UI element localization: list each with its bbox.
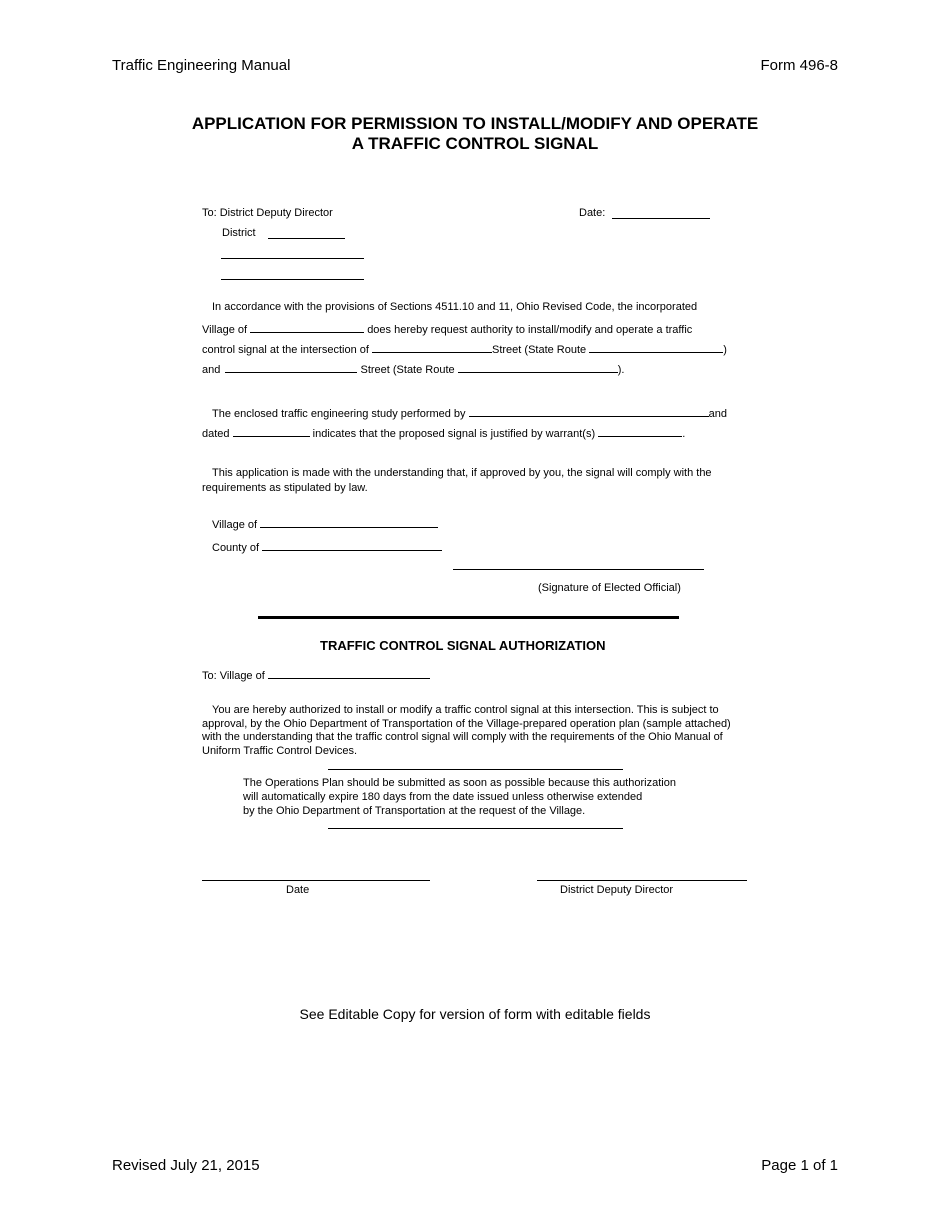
- period: .: [682, 428, 686, 440]
- warrant-field[interactable]: [598, 425, 682, 437]
- signer-village-field[interactable]: [260, 516, 438, 528]
- and-label: and: [202, 364, 221, 376]
- authorization-text-4: Uniform Traffic Control Devices.: [202, 745, 358, 757]
- and-label-2: and: [708, 408, 727, 420]
- end-paren: ).: [617, 364, 625, 376]
- manual-name: Traffic Engineering Manual: [112, 57, 291, 74]
- street-1-field[interactable]: [372, 341, 492, 353]
- director-signature-field[interactable]: [537, 880, 747, 881]
- form-number: Form 496-8: [760, 57, 838, 74]
- state-route-1-field[interactable]: [589, 341, 723, 353]
- notice-text-2: will automatically expire 180 days from the date issued unless otherwise extended: [243, 791, 643, 803]
- authorization-text-3: with the understanding that the traffic control signal will comply with the requirements of the Ohio Manual of: [202, 731, 723, 743]
- address-line-2[interactable]: [221, 279, 364, 280]
- study-line: [212, 405, 727, 420]
- close-paren: ): [723, 344, 727, 356]
- to-director-label: To: District Deputy Director: [202, 207, 333, 219]
- to-village-line: [202, 667, 430, 682]
- page-number: Page 1 of 1: [761, 1157, 838, 1174]
- authorization-text-2: approval, by the Ohio Department of Transportation of the Village-prepared operation plan (sample attached): [202, 718, 731, 730]
- notice-top-rule: [328, 769, 623, 770]
- signer-county-field[interactable]: [262, 539, 442, 551]
- notice-text-1: The Operations Plan should be submitted as soon as possible because this authorization: [243, 777, 676, 789]
- street-state-route-label: Street (State Route: [492, 344, 587, 356]
- address-line-1[interactable]: [221, 258, 364, 259]
- signer-county-line: [212, 539, 442, 554]
- understanding-text-1: This application is made with the understanding that, if approved by you, the signal will comply with the: [212, 467, 712, 479]
- signer-village-label: Village of: [212, 519, 258, 531]
- authorized-village-field[interactable]: [268, 667, 430, 679]
- dated-line: [202, 425, 685, 440]
- section-divider: [258, 616, 679, 619]
- district-label: District: [222, 227, 256, 239]
- street-2-field[interactable]: [225, 361, 357, 373]
- village-request-line: [202, 321, 692, 336]
- warrant-text: indicates that the proposed signal is justified by warrant(s): [312, 428, 596, 440]
- and-street-line: [202, 361, 624, 376]
- provisions-text: In accordance with the provisions of Sections 4511.10 and 11, Ohio Revised Code, the incorporated: [212, 301, 698, 313]
- village-name-field[interactable]: [250, 321, 364, 333]
- intersection-line: [202, 341, 727, 356]
- study-label: The enclosed traffic engineering study performed by: [212, 408, 466, 420]
- intersection-label: control signal at the intersection of: [202, 344, 369, 356]
- study-performer-field[interactable]: [469, 405, 709, 417]
- director-label: District Deputy Director: [560, 884, 674, 896]
- district-field[interactable]: [268, 238, 345, 239]
- date-field[interactable]: [612, 218, 710, 219]
- revised-date: Revised July 21, 2015: [112, 1157, 260, 1174]
- signature-field[interactable]: [453, 569, 704, 570]
- authorization-date-field[interactable]: [202, 880, 430, 881]
- editable-copy-note: See Editable Copy for version of form with editable fields: [299, 1006, 651, 1022]
- street-state-route-2-label: Street (State Route: [360, 364, 455, 376]
- page-title-line2: A TRAFFIC CONTROL SIGNAL: [351, 134, 599, 153]
- notice-bottom-rule: [328, 828, 623, 829]
- request-text: does hereby request authority to install/modify and operate a traffic: [367, 324, 693, 336]
- notice-text-3: by the Ohio Department of Transportation at the request of the Village.: [243, 805, 586, 817]
- dated-label: dated: [202, 428, 230, 440]
- state-route-2-field[interactable]: [458, 361, 618, 373]
- authorization-date-label: Date: [286, 884, 310, 896]
- authorization-text-1: You are hereby authorized to install or modify a traffic control signal at this intersection. This is subject to: [212, 704, 719, 716]
- understanding-text-2: requirements as stipulated by law.: [202, 482, 368, 494]
- signer-county-label: County of: [212, 542, 260, 554]
- date-label: Date:: [579, 207, 606, 219]
- page-title-line1: APPLICATION FOR PERMISSION TO INSTALL/MODIFY AND OPERATE: [191, 114, 759, 133]
- to-village-label: To: Village of: [202, 670, 265, 682]
- village-of-label: Village of: [202, 324, 248, 336]
- study-date-field[interactable]: [233, 425, 310, 437]
- signature-label: (Signature of Elected Official): [538, 582, 681, 594]
- signer-village-line: [212, 516, 438, 531]
- authorization-title: TRAFFIC CONTROL SIGNAL AUTHORIZATION: [320, 638, 606, 653]
